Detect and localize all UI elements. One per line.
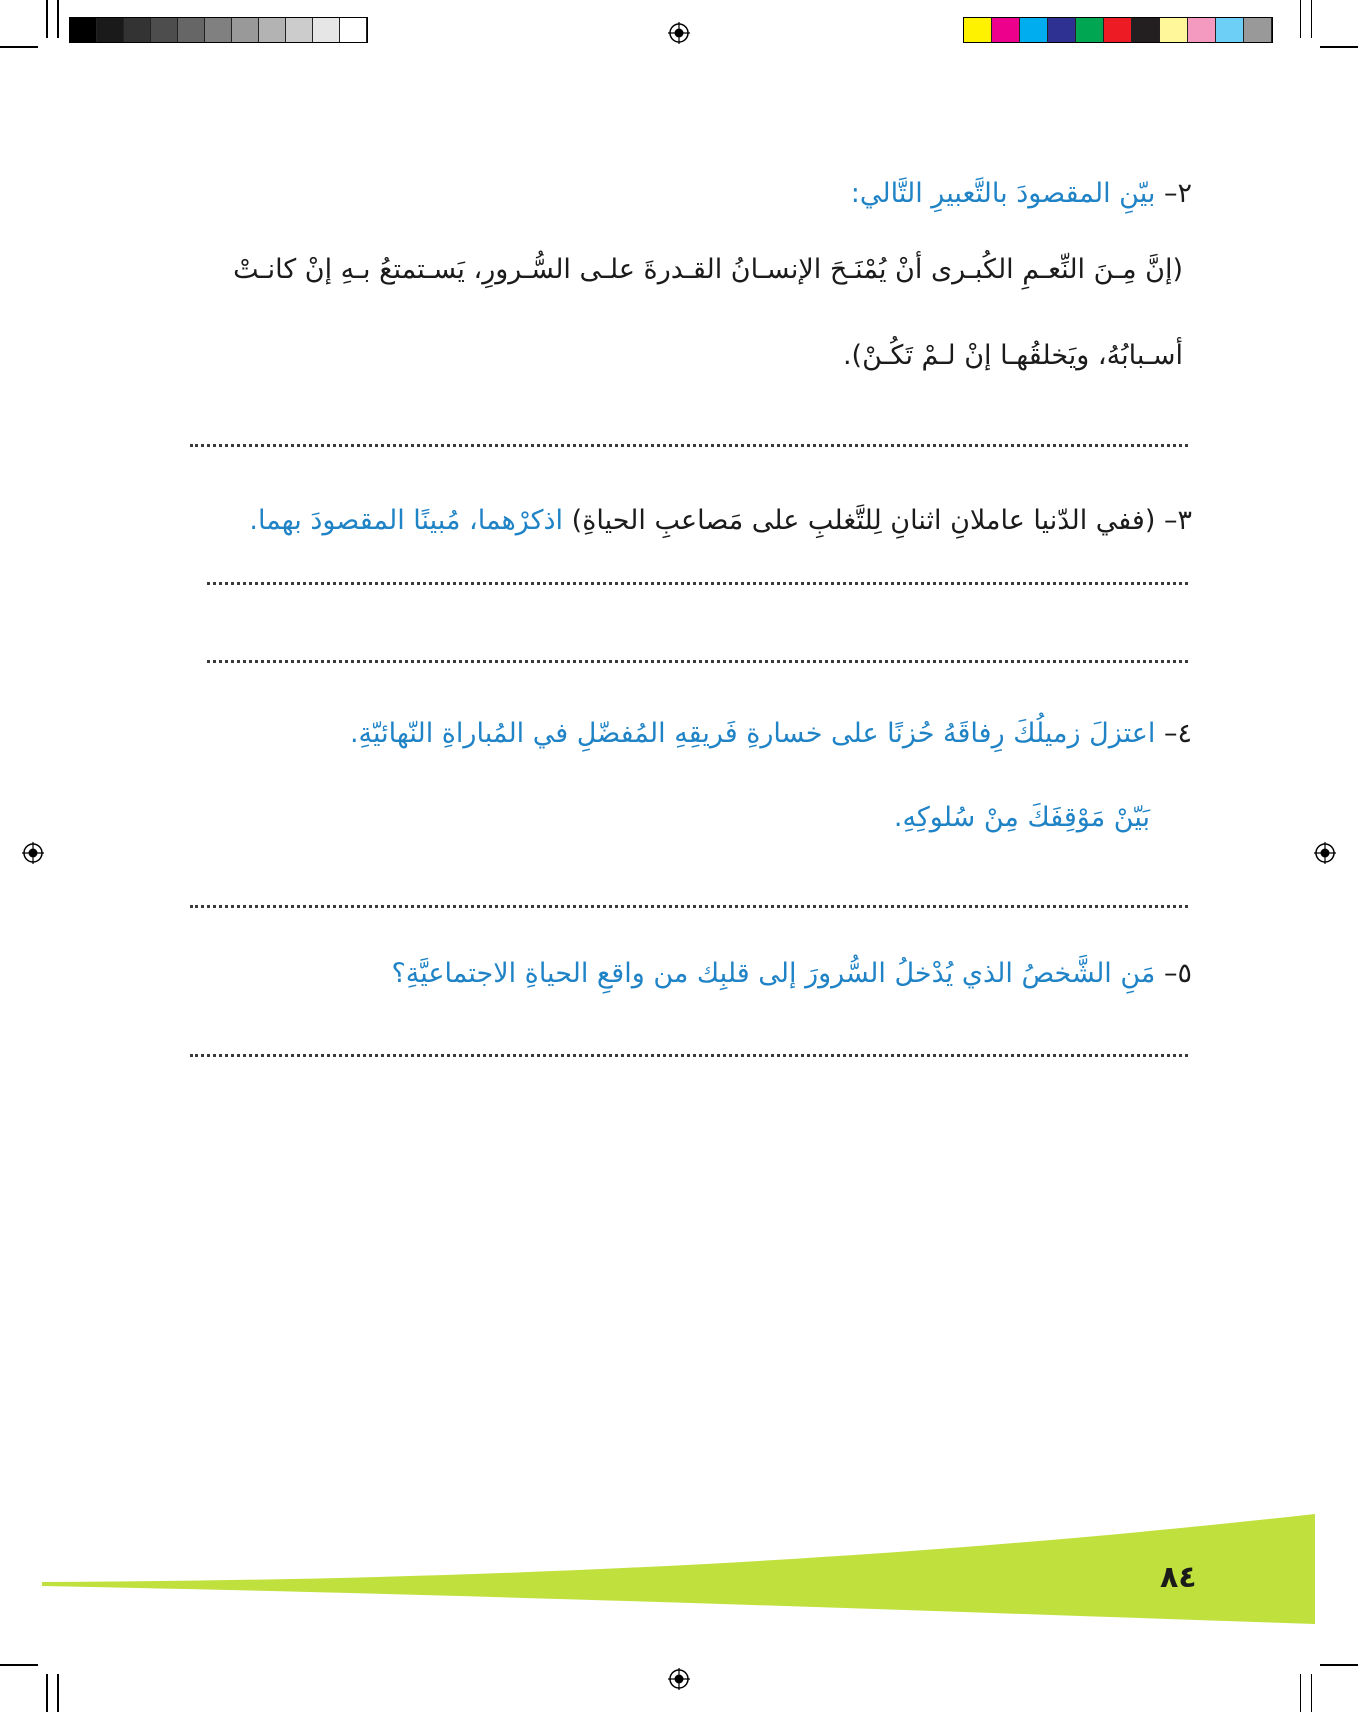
gray-swatch [340,18,367,42]
crop-mark [1300,1674,1302,1712]
color-calibration-strip [963,17,1273,43]
crop-mark [0,1664,38,1666]
crop-mark [46,1674,48,1712]
question-number: ٢– [1163,178,1192,209]
color-swatch [1076,18,1104,42]
gray-swatch [205,18,232,42]
crop-mark [1320,1664,1358,1666]
question-number: ٤– [1163,718,1192,749]
color-swatch [1048,18,1076,42]
question-number: ٥– [1163,958,1192,989]
crop-mark [57,1674,59,1712]
gray-swatch [259,18,286,42]
answer-line [190,444,1188,447]
question-2-quote-line-2: أسـبابُهُ، ويَخلقُهـا إنْ لـمْ تَكُـنْ). [842,340,1183,371]
question-2 [851,178,1192,209]
color-swatch [1244,18,1272,42]
color-swatch [1160,18,1188,42]
answer-line [190,1054,1188,1057]
question-prompt: بيّنِ المقصودَ بالتَّعبيرِ التَّالي: [850,178,1156,209]
registration-mark-icon [668,1668,690,1690]
grayscale-calibration-strip [69,17,368,43]
question-2-quote-line-1: (إنَّ مِـنَ النِّعـمِ الكُبـرى أنْ يُمْنَـحَ الإنسـانُ القـدرةَ علـى السُّـرورِ، يَسـتمتعُ بـهِ إنْ كانـتْ [233,254,1183,285]
registration-mark-icon [1314,842,1336,864]
registration-mark-icon [668,22,690,44]
gray-swatch [70,18,97,42]
crop-mark [1311,1674,1313,1712]
crop-mark [57,0,59,38]
gray-swatch [232,18,259,42]
color-swatch [964,18,992,42]
gray-swatch [313,18,340,42]
crop-mark [0,46,38,48]
registration-mark-icon [22,842,44,864]
question-4-subprompt: بَيّنْ مَوْقِفَكَ مِنْ سُلوكِهِ. [893,802,1150,833]
color-swatch [1132,18,1160,42]
gray-swatch [178,18,205,42]
footer-green-band [0,1500,1358,1630]
color-swatch [1020,18,1048,42]
color-swatch [1104,18,1132,42]
question-quote: (ففي الدّنيا عاملانِ اثنانِ لِلتَّغلبِ على مَصاعبِ الحياةِ) [571,505,1156,536]
gray-swatch [124,18,151,42]
color-swatch [992,18,1020,42]
gray-swatch [286,18,313,42]
question-4 [350,718,1192,749]
crop-mark [1300,0,1302,38]
gray-swatch [151,18,178,42]
crop-mark [1311,0,1313,38]
crop-mark [46,0,48,38]
page-number: ٨٤ [1160,1560,1197,1595]
question-prompt: مَنِ الشَّخصُ الذي يُدْخلُ السُّرورَ إلى قلبِك من واقعِ الحياةِ الاجتماعيَّةِ؟ [391,958,1156,989]
question-number: ٣– [1163,505,1192,536]
question-instruction: اذكرْهما، مُبينًا المقصودَ بهما. [249,505,564,536]
color-swatch [1188,18,1216,42]
question-prompt: اعتزلَ زميلُكَ رِفاقَهُ حُزنًا على خسارةِ فَريقِهِ المُفضّلِ في المُباراةِ النّهائيّةِ. [349,718,1156,749]
crop-mark [1320,46,1358,48]
answer-line [190,905,1188,908]
gray-swatch [97,18,124,42]
answer-line [207,660,1188,663]
question-3 [249,505,1192,536]
question-5 [391,958,1192,989]
answer-line [207,582,1188,585]
color-swatch [1216,18,1244,42]
